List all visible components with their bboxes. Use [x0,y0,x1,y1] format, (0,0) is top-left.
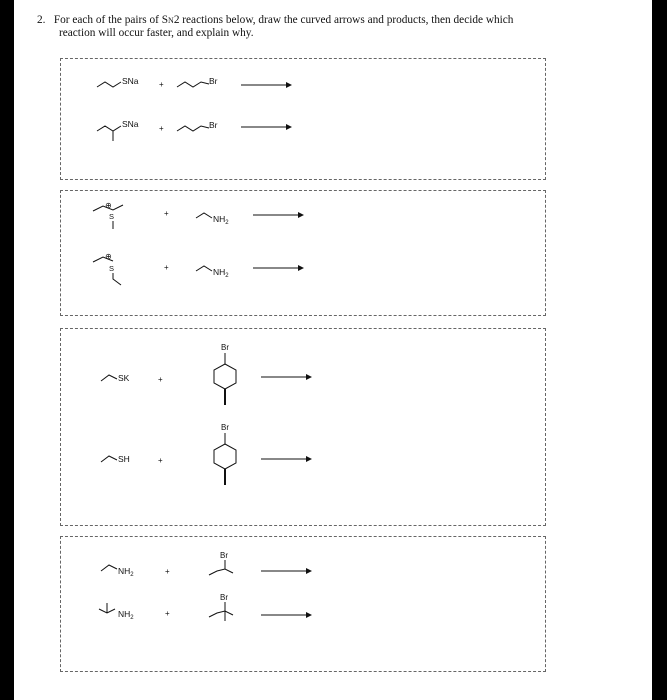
sulfur-label-2: S [109,264,115,273]
question-line-1-b: 2 reactions below, draw the curved arrows and products, then decide which [173,14,514,26]
reaction-box-4-drawing [61,537,545,671]
br-label-3: Br [221,343,229,352]
positive-charge-2: ⊕ [105,252,112,261]
thiol-chain [101,456,117,462]
alkyl-halide-chain-1 [177,82,209,87]
sn-small-caps: N [168,16,174,25]
br-label-4: Br [221,423,229,432]
nh2-label-3: $NH_2$ [118,566,134,578]
reaction-box-3 [60,328,546,526]
plus-2b: + [164,263,169,272]
question-text [37,14,637,40]
plus-1b: + [159,124,164,133]
nh2-label-2: $NH_2$ [213,267,229,279]
thiolate-chain-1 [97,82,121,87]
sna-label-2: SNa [122,119,139,129]
br-label-2: Br [209,120,218,130]
worksheet-page [14,0,652,700]
reaction-box-3-drawing [61,329,545,525]
tertiary-halide-chain [209,611,233,617]
sulfonium-branch-2 [113,273,121,285]
reaction-box-2 [60,190,546,316]
reaction-box-2-drawing [61,191,545,315]
thiolate-k-chain [101,375,117,381]
reaction-box-4 [60,536,546,672]
reaction-box-1-drawing [61,59,545,179]
alkyl-halide-chain-2 [177,126,209,131]
amine-chain-2 [196,266,212,271]
question-number: 2. [37,14,46,26]
plus-1a: + [159,80,164,89]
br-label-6: Br [220,593,228,602]
cyclohexane-ring-2 [214,444,236,469]
thiolate-branched-chain [97,126,121,131]
plus-3b: + [158,456,163,465]
nh2-label-4: $NH_2$ [118,609,134,621]
sulfur-label-1: S [109,212,115,221]
positive-charge-1: ⊕ [105,201,112,210]
plus-2a: + [164,209,169,218]
question-line-1-a: For each of the pairs of S [53,14,169,26]
question-line-2: reaction will occur faster, and explain why. [59,27,254,39]
sna-label-1: SNa [122,76,139,86]
sk-label: SK [118,373,130,383]
br-label-5: Br [220,551,228,560]
sh-label: SH [118,454,130,464]
amine-chain-1 [196,213,212,218]
secondary-halide-chain [209,569,233,575]
question-line-1 [54,14,514,26]
br-label-1: Br [209,76,218,86]
plus-4a: + [165,567,170,576]
nh2-label-1: $NH_2$ [213,214,229,226]
plus-4b: + [165,609,170,618]
plus-3a: + [158,375,163,384]
reaction-box-1 [60,58,546,180]
cyclohexane-ring-1 [214,364,236,389]
amine-chain-3 [101,565,117,571]
